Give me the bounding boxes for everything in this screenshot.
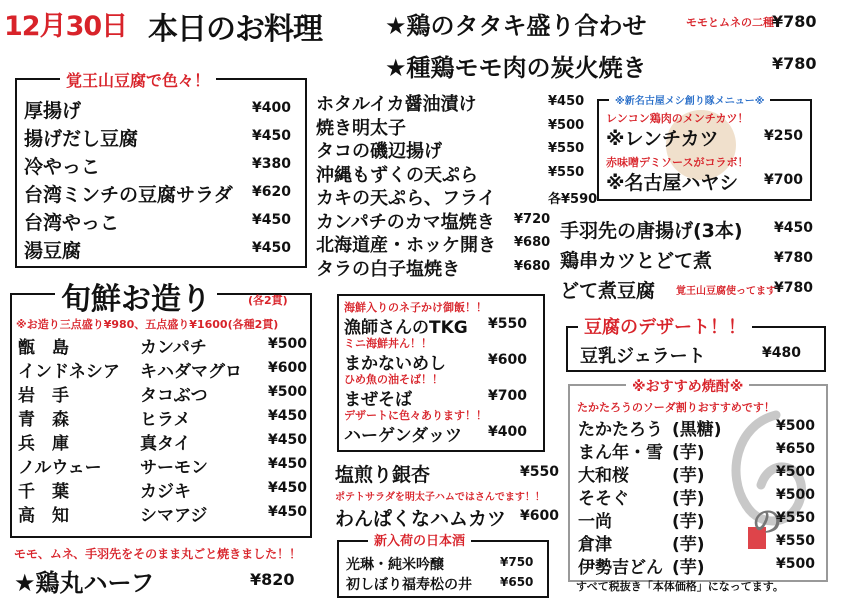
shochu-item-name: まん年・雪: [578, 443, 663, 463]
rice-item-note: ミニ海鮮丼ん！！: [344, 337, 432, 350]
sashimi-fish: サーモン: [140, 458, 208, 478]
sashimi-origin: 千 葉: [18, 482, 69, 502]
shochu-footer: すべて税抜き「本体価格」になってます。: [576, 580, 784, 593]
hamkatsu-price: ¥600: [520, 508, 559, 524]
sashimi-price: ¥450: [268, 480, 307, 496]
shochu-item-type: (芋): [672, 558, 705, 578]
hamkatsu-note: ポテトサラダを明太子ハムではさんでます！！: [335, 492, 545, 503]
nagoya-item-name: ※レンチカツ: [606, 128, 719, 150]
tofu-item-name: 湯豆腐: [24, 240, 82, 262]
rice-item-price: ¥400: [488, 424, 527, 440]
shochu-item-name: 大和桜: [578, 466, 629, 486]
right-item-price: ¥450: [774, 220, 813, 236]
middle-item-name: タコの磯辺揚げ: [316, 141, 442, 162]
shochu-item-price: ¥500: [776, 464, 815, 480]
sashimi-note: ※お造り三点盛り¥980、五点盛り¥1600(各種2貫): [16, 318, 279, 331]
sashimi-price: ¥500: [268, 384, 307, 400]
shochu-item-price: ¥550: [776, 510, 815, 526]
shochu-item-price: ¥650: [776, 441, 815, 457]
shochu-item-type: (芋): [672, 535, 705, 555]
sashimi-origin: 甑 島: [18, 338, 69, 358]
sashimi-price: ¥450: [268, 408, 307, 424]
top-item-price: ¥780: [772, 12, 817, 31]
middle-item-price: ¥680: [514, 258, 551, 274]
middle-item-name: カンパチのカマ塩焼き: [316, 211, 495, 233]
tofu-item-name: 厚揚げ: [24, 100, 82, 122]
dessert-title: 豆腐のデザート！！: [578, 313, 752, 339]
rice-item-name: まぜそば: [344, 390, 412, 410]
right-item-name: 手羽先の唐揚げ(3本): [560, 220, 743, 242]
chicken-note: モモ、ムネ、手羽先をそのまま丸ごと焼きました！！: [14, 547, 302, 561]
tofu-item-price: ¥620: [252, 184, 291, 200]
hamkatsu-name: わんぱくなハムカツ: [335, 508, 507, 530]
shochu-title: ※おすすめ焼酎※: [626, 376, 749, 396]
tofu-title: 覚王山豆腐で色々！: [60, 68, 216, 91]
middle-item-name: 焼き明太子: [316, 117, 406, 139]
sashimi-fish: カンパチ: [140, 338, 207, 358]
rice-item-note: ひめ魚の油そば！！: [344, 373, 443, 386]
middle-item-price: ¥720: [514, 211, 551, 227]
middle-item-price: ¥680: [514, 235, 551, 250]
tofu-item-name: 台湾やっこ: [24, 212, 120, 234]
rice-item-price: ¥600: [488, 352, 527, 368]
shochu-item-type: (黒糖): [672, 420, 722, 440]
nagoya-item-note: レンコン鶏肉のメンチカツ！: [606, 112, 749, 125]
nagoya-item-price: ¥250: [764, 128, 803, 144]
sashimi-origin: 高 知: [18, 506, 69, 526]
tofu-item-price: ¥450: [252, 240, 291, 256]
sake-title: 新入荷の日本酒: [368, 530, 471, 549]
sashimi-origin: インドネシア: [18, 362, 120, 382]
middle-item-name: タラの白子塩焼き: [316, 258, 460, 280]
nagoya-item-name: ※名古屋ハヤシ: [606, 172, 739, 194]
sashimi-price: ¥450: [268, 504, 307, 520]
sashimi-price: ¥600: [268, 360, 307, 376]
tofu-item-name: 揚げだし豆腐: [24, 128, 139, 150]
sashimi-title-note: (各2貫): [248, 294, 288, 307]
middle-item-price: ¥550: [548, 141, 585, 156]
rice-item-name: 漁師さんのTKG: [344, 318, 468, 338]
sashimi-fish: タコぶつ: [140, 386, 208, 406]
sashimi-fish: ヒラメ: [140, 410, 191, 430]
menu-title: 本日のお料理: [148, 12, 322, 47]
ginkgo-price: ¥550: [520, 464, 559, 480]
rice-item-note: デザートに色々あります！！: [344, 409, 487, 422]
middle-item-name: 沖縄もずくの天ぷら: [316, 164, 478, 186]
second-item-price: ¥780: [772, 54, 817, 73]
middle-item-price: ¥550: [548, 164, 585, 180]
right-item-name: どて煮豆腐: [560, 280, 656, 302]
nagoya-item-note: 赤味噌デミソースがコラボ！: [606, 156, 749, 169]
shochu-item-name: 倉津: [578, 535, 612, 555]
rice-item-price: ¥700: [488, 388, 527, 404]
shochu-item-type: (芋): [672, 489, 705, 509]
right-item-price: ¥780: [774, 280, 813, 296]
tofu-item-price: ¥380: [252, 156, 291, 172]
tofu-item-price: ¥450: [252, 128, 291, 144]
sashimi-price: ¥450: [268, 432, 307, 448]
shochu-item-type: (芋): [672, 466, 705, 486]
tofu-item-name: 冷やっこ: [24, 156, 101, 178]
sashimi-price: ¥450: [268, 456, 307, 472]
sashimi-origin: 兵 庫: [18, 434, 69, 454]
rice-item-note: 海鮮入りのネ子かけ御飯！！: [344, 301, 487, 314]
shochu-item-price: ¥500: [776, 487, 815, 503]
dessert-item-price: ¥480: [762, 345, 801, 361]
middle-item-name: カキの天ぷら、フライ: [316, 188, 496, 209]
sashimi-fish: キハダマグロ: [140, 362, 242, 382]
middle-item-price: 各¥590: [548, 192, 598, 207]
shochu-item-name: 伊勢吉どん: [578, 558, 663, 578]
rice-item-price: ¥550: [488, 316, 527, 332]
rice-item-name: まかないめし: [344, 354, 446, 374]
shochu-item-name: 一尚: [578, 512, 612, 532]
middle-item-price: ¥450: [548, 94, 585, 109]
middle-item-name: ホタルイカ醤油漬け: [316, 94, 477, 115]
right-item-price: ¥780: [774, 250, 813, 266]
nagoya-item-price: ¥700: [764, 172, 803, 188]
ginkgo-name: 塩煎り銀杏: [335, 464, 431, 486]
tofu-item-name: 台湾ミンチの豆腐サラダ: [24, 184, 233, 206]
shochu-item-name: たかたろう: [578, 420, 663, 440]
second-item-name: ★種鶏モモ肉の炭火焼き: [385, 54, 647, 82]
right-item-note: 覚王山豆腐使ってます: [676, 286, 776, 297]
shochu-item-price: ¥550: [776, 533, 815, 549]
top-item-note: モモとムネの二種！: [686, 16, 785, 29]
sashimi-price: ¥500: [268, 336, 307, 352]
tofu-item-price: ¥400: [252, 100, 291, 116]
nagoya-title: ※新名古屋メシ創り隊メニュー※: [609, 92, 770, 107]
sashimi-origin: ノルウェー: [18, 458, 102, 478]
shochu-item-price: ¥500: [776, 418, 815, 434]
chicken-name: ★鶏丸ハーフ: [14, 569, 155, 597]
sashimi-origin: 岩 手: [18, 386, 69, 406]
menu-date: 12月30日: [4, 11, 128, 42]
shochu-item-type: (芋): [672, 443, 705, 463]
shochu-item-name: そそぐ: [578, 489, 629, 509]
sashimi-fish: 真タイ: [140, 434, 191, 454]
sake-item-name: 光琳・純米吟醸: [346, 557, 444, 573]
shochu-item-price: ¥500: [776, 556, 815, 572]
rice-item-name: ハーゲンダッツ: [344, 426, 462, 446]
sashimi-title: 旬鮮お造り: [55, 274, 217, 318]
sashimi-fish: シマアジ: [140, 506, 208, 526]
chicken-price: ¥820: [250, 570, 295, 589]
shochu-subtitle: たかたろうのソーダ割りおすすめです！: [577, 401, 775, 414]
sashimi-origin: 青 森: [18, 410, 69, 430]
dessert-item-name: 豆乳ジェラート: [580, 346, 706, 367]
sake-item-price: ¥750: [500, 555, 534, 569]
shochu-item-type: (芋): [672, 512, 705, 532]
logo-text: の: [752, 505, 782, 540]
sashimi-fish: カジキ: [140, 482, 191, 502]
middle-item-price: ¥500: [548, 117, 585, 133]
sake-item-name: 初しぼり福寿松の井: [346, 577, 472, 593]
right-item-name: 鶏串カツとどて煮: [560, 250, 713, 272]
sake-item-price: ¥650: [500, 575, 534, 589]
top-item-name: ★鶏のタタキ盛り合わせ: [385, 12, 647, 40]
middle-item-name: 北海道産・ホッケ開き: [316, 235, 496, 256]
tofu-item-price: ¥450: [252, 212, 291, 228]
